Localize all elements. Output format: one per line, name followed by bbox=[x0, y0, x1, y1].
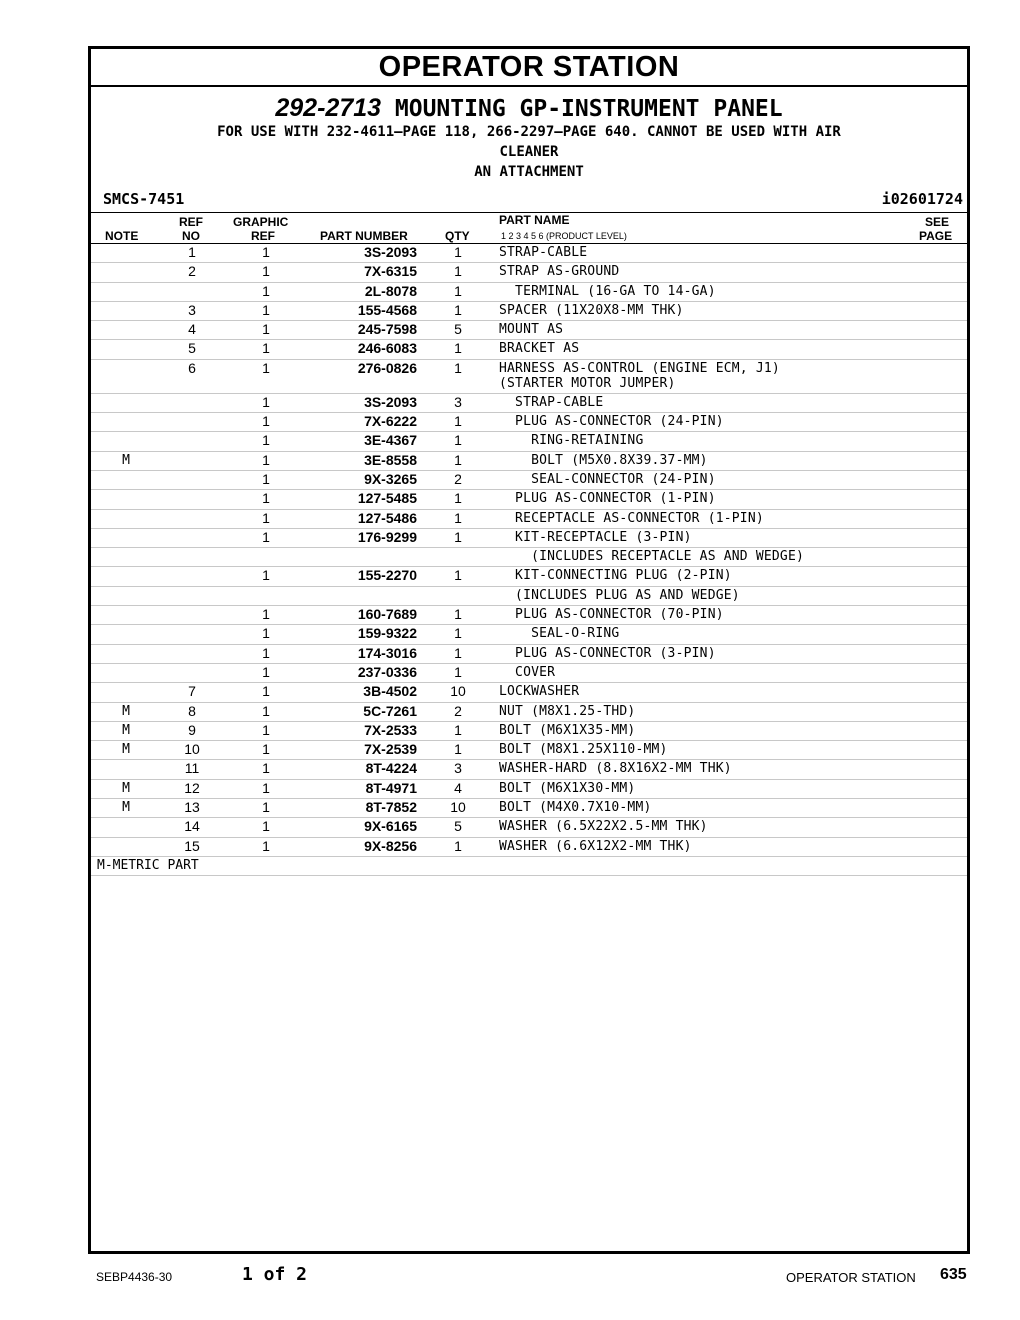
ref-no-cell: 4 bbox=[188, 321, 196, 338]
footer-page-of: 1 of 2 bbox=[242, 1264, 308, 1285]
footer-doc-id: SEBP4436-30 bbox=[96, 1270, 173, 1284]
qty-cell: 1 bbox=[454, 567, 462, 584]
table-row bbox=[91, 244, 967, 263]
part-number-cell: 3S-2093 bbox=[364, 393, 417, 410]
qty-cell: 1 bbox=[454, 644, 462, 661]
table-header bbox=[91, 213, 967, 244]
part-number-cell: 7X-2533 bbox=[364, 721, 417, 738]
qty-cell: 1 bbox=[454, 625, 462, 642]
part-name-cell: BOLT (M6X1X35-MM) bbox=[499, 722, 636, 738]
graphic-ref-cell: 1 bbox=[262, 625, 270, 642]
part-number-cell: 155-2270 bbox=[357, 567, 417, 584]
part-name-cell: LOCKWASHER bbox=[499, 684, 580, 700]
part-name-cell: TERMINAL (16-GA TO 14-GA) bbox=[499, 283, 716, 299]
table-row bbox=[91, 510, 967, 529]
table-row bbox=[91, 703, 967, 722]
table-row bbox=[91, 780, 967, 799]
note-cell: M bbox=[122, 742, 130, 758]
note-cell: M bbox=[122, 800, 130, 816]
qty-cell: 1 bbox=[454, 301, 462, 318]
part-number-cell: 2L-8078 bbox=[364, 282, 417, 299]
part-number-cell: 155-4568 bbox=[357, 301, 417, 318]
table-row bbox=[91, 587, 967, 606]
ref-no-cell: 15 bbox=[184, 837, 200, 854]
graphic-ref-cell: 1 bbox=[262, 244, 270, 260]
part-name-cell: BOLT (M4X0.7X10-MM) bbox=[499, 800, 652, 816]
note-cell: M bbox=[122, 722, 130, 738]
col-qty-header: QTY bbox=[445, 229, 470, 243]
qty-cell: 1 bbox=[454, 451, 462, 468]
ref-no-cell: 2 bbox=[188, 263, 196, 280]
ref-no-cell: 5 bbox=[188, 340, 196, 357]
table-row bbox=[91, 722, 967, 741]
part-number-cell: 159-9322 bbox=[357, 625, 417, 642]
ref-no-cell: 14 bbox=[184, 818, 200, 835]
table-row bbox=[91, 432, 967, 451]
part-name-cell: RECEPTACLE AS-CONNECTOR (1-PIN) bbox=[499, 510, 764, 526]
group-name: MOUNTING GP-INSTRUMENT PANEL bbox=[394, 96, 783, 122]
graphic-ref-cell: 1 bbox=[262, 606, 270, 623]
part-name-cell: KIT-RECEPTACLE (3-PIN) bbox=[499, 529, 692, 545]
part-number-cell: 7X-2539 bbox=[364, 741, 417, 758]
col-part-name-header: PART NAME bbox=[499, 213, 570, 227]
col-ref-header-top: REF bbox=[179, 215, 203, 229]
group-note-line: AN ATTACHMENT bbox=[474, 164, 584, 180]
table-row bbox=[91, 741, 967, 760]
table-row bbox=[91, 283, 967, 302]
part-number-cell: 3S-2093 bbox=[364, 244, 417, 260]
col-ref-header-bottom: NO bbox=[182, 229, 200, 243]
part-number-cell: 3E-8558 bbox=[364, 451, 417, 468]
part-name-cell: WASHER (6.5X22X2.5-MM THK) bbox=[499, 819, 708, 835]
part-number-cell: 127-5485 bbox=[357, 490, 417, 507]
table-row bbox=[91, 321, 967, 340]
qty-cell: 1 bbox=[454, 282, 462, 299]
graphic-ref-cell: 1 bbox=[262, 721, 270, 738]
part-number-cell: 3B-4502 bbox=[363, 683, 417, 700]
graphic-ref-cell: 1 bbox=[262, 663, 270, 680]
table-row bbox=[91, 606, 967, 625]
part-name-cell: BRACKET AS bbox=[499, 341, 580, 357]
table-row bbox=[91, 683, 967, 702]
part-name-cell: PLUG AS-CONNECTOR (24-PIN) bbox=[499, 414, 724, 430]
graphic-ref-cell: 1 bbox=[262, 263, 270, 280]
part-name-cell: STRAP-CABLE bbox=[499, 245, 588, 260]
graphic-ref-cell: 1 bbox=[262, 683, 270, 700]
part-number-cell: 3E-4367 bbox=[364, 432, 417, 449]
part-name-cell: PLUG AS-CONNECTOR (1-PIN) bbox=[499, 491, 716, 507]
part-number-cell: 8T-4224 bbox=[365, 760, 417, 777]
table-row bbox=[91, 263, 967, 282]
part-number-cell: 237-0336 bbox=[357, 663, 417, 680]
graphic-ref-cell: 1 bbox=[262, 301, 270, 318]
part-number-cell: 9X-8256 bbox=[364, 837, 417, 854]
col-graphic-header-bottom: REF bbox=[251, 229, 275, 243]
graphic-ref-cell: 1 bbox=[262, 490, 270, 507]
graphic-ref-cell: 1 bbox=[262, 432, 270, 449]
part-name-cell: BOLT (M5X0.8X39.37-MM) bbox=[499, 452, 708, 468]
parts-page-frame bbox=[88, 46, 970, 1254]
part-name-cell: PLUG AS-CONNECTOR (70-PIN) bbox=[499, 607, 724, 623]
part-number-cell: 9X-3265 bbox=[364, 470, 417, 487]
group-note-line: FOR USE WITH 232-4611—PAGE 118, 266-2297—PAGE 640. CANNOT BE USED WITH AIR bbox=[217, 124, 841, 140]
ref-no-cell: 9 bbox=[188, 721, 196, 738]
table-row bbox=[91, 302, 967, 321]
part-name-cell: NUT (M8X1.25-THD) bbox=[499, 703, 636, 719]
table-row bbox=[91, 760, 967, 779]
table-row bbox=[91, 452, 967, 471]
graphic-ref-cell: 1 bbox=[262, 779, 270, 796]
section-title: OPERATOR STATION bbox=[91, 49, 967, 87]
table-row bbox=[91, 529, 967, 548]
table-row bbox=[91, 548, 967, 567]
graphic-ref-cell: 1 bbox=[262, 340, 270, 357]
qty-cell: 1 bbox=[454, 721, 462, 738]
part-name-cell: (INCLUDES PLUG AS AND WEDGE) bbox=[499, 587, 740, 603]
qty-cell: 1 bbox=[454, 244, 462, 260]
ref-no-cell: 13 bbox=[184, 799, 200, 816]
table-row bbox=[91, 625, 967, 644]
footer-page-number: 635 bbox=[940, 1266, 967, 1283]
page-footer bbox=[0, 1264, 1020, 1288]
qty-cell: 2 bbox=[454, 702, 462, 719]
part-name-cell: STRAP-CABLE bbox=[499, 394, 604, 410]
qty-cell: 1 bbox=[454, 528, 462, 545]
part-name-cell: SPACER (11X20X8-MM THK) bbox=[499, 302, 684, 318]
part-name-cell: SEAL-CONNECTOR (24-PIN) bbox=[499, 471, 716, 487]
table-row bbox=[91, 340, 967, 359]
qty-cell: 10 bbox=[450, 799, 466, 816]
qty-cell: 1 bbox=[454, 359, 462, 376]
part-number-cell: 160-7689 bbox=[357, 606, 417, 623]
group-title bbox=[91, 95, 967, 122]
part-number-cell: 127-5486 bbox=[357, 509, 417, 526]
group-notes bbox=[91, 122, 967, 182]
part-number-cell: 276-0826 bbox=[357, 359, 417, 376]
part-number-cell: 7X-6315 bbox=[364, 263, 417, 280]
note-cell: M bbox=[122, 780, 130, 796]
smcs-code: SMCS-7451 bbox=[103, 190, 185, 208]
part-number-cell: 176-9299 bbox=[357, 528, 417, 545]
qty-cell: 1 bbox=[454, 340, 462, 357]
table-row bbox=[91, 818, 967, 837]
part-name-cell: MOUNT AS bbox=[499, 322, 564, 338]
group-part-number: 292-2713 bbox=[275, 94, 382, 122]
part-number-cell: 7X-6222 bbox=[364, 413, 417, 430]
col-see-header-top: SEE bbox=[925, 215, 950, 229]
graphic-ref-cell: 1 bbox=[262, 321, 270, 338]
table-row bbox=[91, 471, 967, 490]
part-name-cell: STRAP AS-GROUND bbox=[499, 264, 620, 280]
ref-no-cell: 6 bbox=[188, 359, 196, 376]
table-row bbox=[91, 664, 967, 683]
part-name-cell: (INCLUDES RECEPTACLE AS AND WEDGE) bbox=[499, 549, 805, 565]
col-graphic-header-top: GRAPHIC bbox=[233, 215, 289, 229]
graphic-ref-cell: 1 bbox=[262, 837, 270, 854]
parts-table-body bbox=[91, 244, 967, 857]
qty-cell: 4 bbox=[454, 779, 462, 796]
footer-section: OPERATOR STATION bbox=[786, 1270, 916, 1285]
graphic-ref-cell: 1 bbox=[262, 702, 270, 719]
ref-no-cell: 11 bbox=[184, 760, 200, 777]
table-row bbox=[91, 838, 967, 857]
table-row bbox=[91, 567, 967, 586]
ref-no-cell: 3 bbox=[188, 301, 196, 318]
qty-cell: 1 bbox=[454, 741, 462, 758]
part-name-cell: RING-RETAINING bbox=[499, 433, 644, 449]
qty-cell: 1 bbox=[454, 663, 462, 680]
graphic-ref-cell: 1 bbox=[262, 818, 270, 835]
graphic-ref-cell: 1 bbox=[262, 470, 270, 487]
graphic-ref-cell: 1 bbox=[262, 799, 270, 816]
qty-cell: 1 bbox=[454, 413, 462, 430]
graphic-ref-cell: 1 bbox=[262, 451, 270, 468]
part-number-cell: 174-3016 bbox=[357, 644, 417, 661]
table-row bbox=[91, 490, 967, 509]
part-name-cell: KIT-CONNECTING PLUG (2-PIN) bbox=[499, 568, 732, 584]
ref-no-cell: 1 bbox=[188, 244, 196, 260]
metric-footnote: M-METRIC PART bbox=[91, 857, 967, 876]
graphic-ref-cell: 1 bbox=[262, 509, 270, 526]
ref-no-cell: 12 bbox=[184, 779, 200, 796]
part-name-cell-continued: (STARTER MOTOR JUMPER) bbox=[499, 375, 676, 391]
qty-cell: 2 bbox=[454, 470, 462, 487]
part-name-cell: PLUG AS-CONNECTOR (3-PIN) bbox=[499, 645, 716, 661]
illustration-id: i02601724 bbox=[881, 190, 963, 208]
qty-cell: 1 bbox=[454, 837, 462, 854]
graphic-ref-cell: 1 bbox=[262, 644, 270, 661]
graphic-ref-cell: 1 bbox=[262, 528, 270, 545]
part-number-cell: 246-6083 bbox=[357, 340, 417, 357]
part-name-cell: WASHER-HARD (8.8X16X2-MM THK) bbox=[499, 761, 732, 777]
graphic-ref-cell: 1 bbox=[262, 741, 270, 758]
col-see-header-bottom: PAGE bbox=[919, 229, 953, 243]
part-name-cell: SEAL-O-RING bbox=[499, 626, 620, 642]
graphic-ref-cell: 1 bbox=[262, 359, 270, 376]
qty-cell: 5 bbox=[454, 321, 462, 338]
col-part-number-header: PART NUMBER bbox=[320, 229, 408, 243]
part-number-cell: 8T-7852 bbox=[365, 799, 417, 816]
qty-cell: 1 bbox=[454, 606, 462, 623]
qty-cell: 3 bbox=[454, 393, 462, 410]
table-row bbox=[91, 645, 967, 664]
part-name-cell: WASHER (6.6X12X2-MM THK) bbox=[499, 838, 692, 854]
part-name-cell: BOLT (M6X1X30-MM) bbox=[499, 780, 636, 796]
col-product-level-header: 1 2 3 4 5 6 (PRODUCT LEVEL) bbox=[501, 231, 627, 241]
ref-no-cell: 8 bbox=[188, 702, 196, 719]
qty-cell: 1 bbox=[454, 509, 462, 526]
graphic-ref-cell: 1 bbox=[262, 413, 270, 430]
graphic-ref-cell: 1 bbox=[262, 760, 270, 777]
table-row bbox=[91, 799, 967, 818]
part-number-cell: 8T-4971 bbox=[365, 779, 417, 796]
graphic-ref-cell: 1 bbox=[262, 567, 270, 584]
part-number-cell: 245-7598 bbox=[357, 321, 417, 338]
qty-cell: 5 bbox=[454, 818, 462, 835]
graphic-ref-cell: 1 bbox=[262, 393, 270, 410]
note-cell: M bbox=[122, 452, 130, 468]
part-number-cell: 5C-7261 bbox=[363, 702, 417, 719]
qty-cell: 3 bbox=[454, 760, 462, 777]
table-row bbox=[91, 394, 967, 413]
part-name-cell: COVER bbox=[499, 664, 556, 680]
ref-no-cell: 10 bbox=[184, 741, 200, 758]
qty-cell: 1 bbox=[454, 263, 462, 280]
part-number-cell: 9X-6165 bbox=[364, 818, 417, 835]
graphic-ref-cell: 1 bbox=[262, 282, 270, 299]
group-note-line: CLEANER bbox=[499, 144, 559, 160]
part-name-cell: BOLT (M8X1.25X110-MM) bbox=[499, 742, 668, 758]
ref-no-cell: 7 bbox=[188, 683, 196, 700]
meta-bar bbox=[91, 188, 967, 213]
qty-cell: 1 bbox=[454, 432, 462, 449]
qty-cell: 1 bbox=[454, 490, 462, 507]
note-cell: M bbox=[122, 703, 130, 719]
col-note-header: NOTE bbox=[105, 229, 139, 243]
table-row bbox=[91, 413, 967, 432]
qty-cell: 10 bbox=[450, 683, 466, 700]
part-name-cell: HARNESS AS-CONTROL (ENGINE ECM, J1) bbox=[499, 360, 780, 376]
table-row bbox=[91, 360, 967, 394]
